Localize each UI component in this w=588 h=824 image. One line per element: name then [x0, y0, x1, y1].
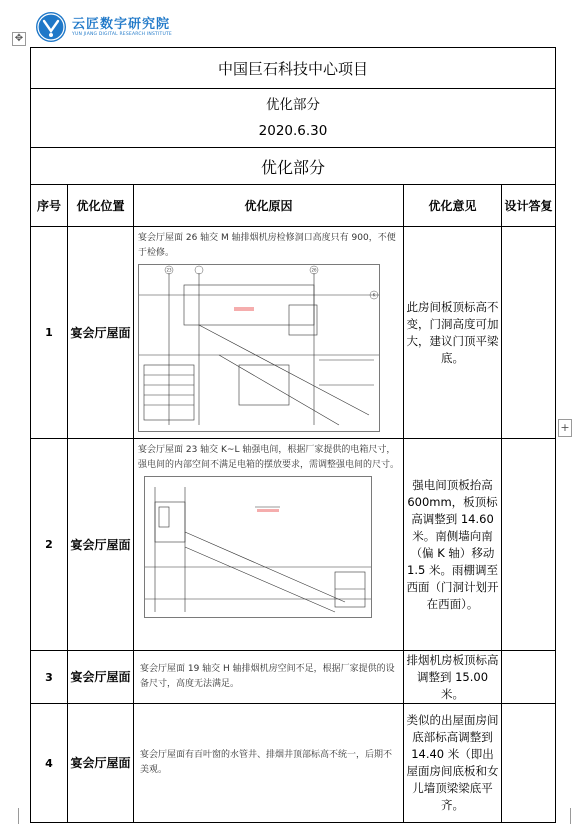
header-reply: 设计答复 — [502, 185, 556, 227]
header-opinion: 优化意见 — [404, 185, 502, 227]
logo-emblem-icon — [36, 12, 66, 42]
axis-label-a: 23 — [166, 267, 172, 273]
add-column-button[interactable]: + — [558, 419, 572, 437]
subtitle: 优化部分 — [266, 97, 320, 113]
row-opinion: 此房间板顶标高不变，门洞高度可加大，建议门顶平梁底。 — [404, 227, 502, 439]
table-row — [31, 439, 556, 651]
row-position: 宴会厅屋面 — [68, 439, 134, 651]
row-opinion: 类似的出屋面房间底部标高调整到 14.40 米（即出屋面房间底板和女儿墙顶梁梁底平齐。 — [404, 704, 502, 823]
document-title: 中国巨石科技中心项目 — [31, 48, 556, 89]
table-row — [31, 704, 556, 823]
section-heading: 优化部分 — [31, 148, 556, 185]
row-reply[interactable] — [502, 651, 556, 704]
row-opinion: 排烟机房板顶标高调整到 15.00 米。 — [404, 651, 502, 704]
row-reply[interactable] — [502, 439, 556, 651]
logo-name-en: YUN JIANG DIGITAL RESEARCH INSTITUTE — [72, 31, 172, 37]
row-reply[interactable] — [502, 227, 556, 439]
logo-name-cn: 云匠数字研究院 — [72, 16, 171, 32]
institute-logo — [36, 10, 172, 44]
row-number: 2 — [31, 439, 68, 651]
row-position: 宴会厅屋面 — [68, 227, 134, 439]
table-row — [31, 227, 556, 439]
header-position: 优化位置 — [68, 185, 134, 227]
axis-label-b: 26 — [311, 267, 317, 273]
header-no: 序号 — [31, 185, 68, 227]
row-reason: 宴会厅屋面 23 轴交 K~L 轴强电间，根据厂家提供的电箱尺寸，强电间的内部空间不满足电箱的摆放要求，需调整强电间的尺寸。 — [138, 445, 400, 470]
row-number: 3 — [31, 651, 68, 704]
row-reason-cell — [134, 439, 404, 651]
cad-drawing-image — [144, 476, 372, 618]
row-number: 1 — [31, 227, 68, 439]
row-reply[interactable] — [502, 704, 556, 823]
row-opinion: 强电间顶板抬高 600mm，板顶标高调整到 14.60 米。南侧墙向南（偏 K 轴）移动 1.5 米。雨棚调至西面（门洞计划开在西面）。 — [404, 439, 502, 651]
header-reason: 优化原因 — [134, 185, 404, 227]
row-reason: 宴会厅屋面 19 轴交 H 轴排烟机房空间不足，根据厂家提供的设备尺寸，高度无法满足。 — [134, 651, 404, 704]
row-reason-cell — [134, 227, 404, 439]
row-position: 宴会厅屋面 — [68, 704, 134, 823]
crop-mark — [570, 808, 583, 824]
row-reason: 宴会厅屋面有百叶窗的水管井、排烟井顶部标高不统一，后期不美观。 — [134, 704, 404, 823]
table-row — [31, 651, 556, 704]
table-move-handle-icon[interactable]: ✥ — [12, 32, 26, 46]
subtitle-block — [31, 89, 556, 148]
document-date: 2020.6.30 — [258, 123, 328, 139]
cad-drawing-image — [138, 264, 380, 432]
axis-label-c: K — [372, 292, 376, 298]
row-position: 宴会厅屋面 — [68, 651, 134, 704]
crop-mark — [6, 808, 19, 824]
row-reason: 宴会厅屋面 26 轴交 M 轴排烟机房检修洞口高度只有 900，不便于检修。 — [138, 233, 396, 258]
table-header-row — [31, 185, 556, 227]
row-number: 4 — [31, 704, 68, 823]
optimization-table — [30, 47, 556, 823]
